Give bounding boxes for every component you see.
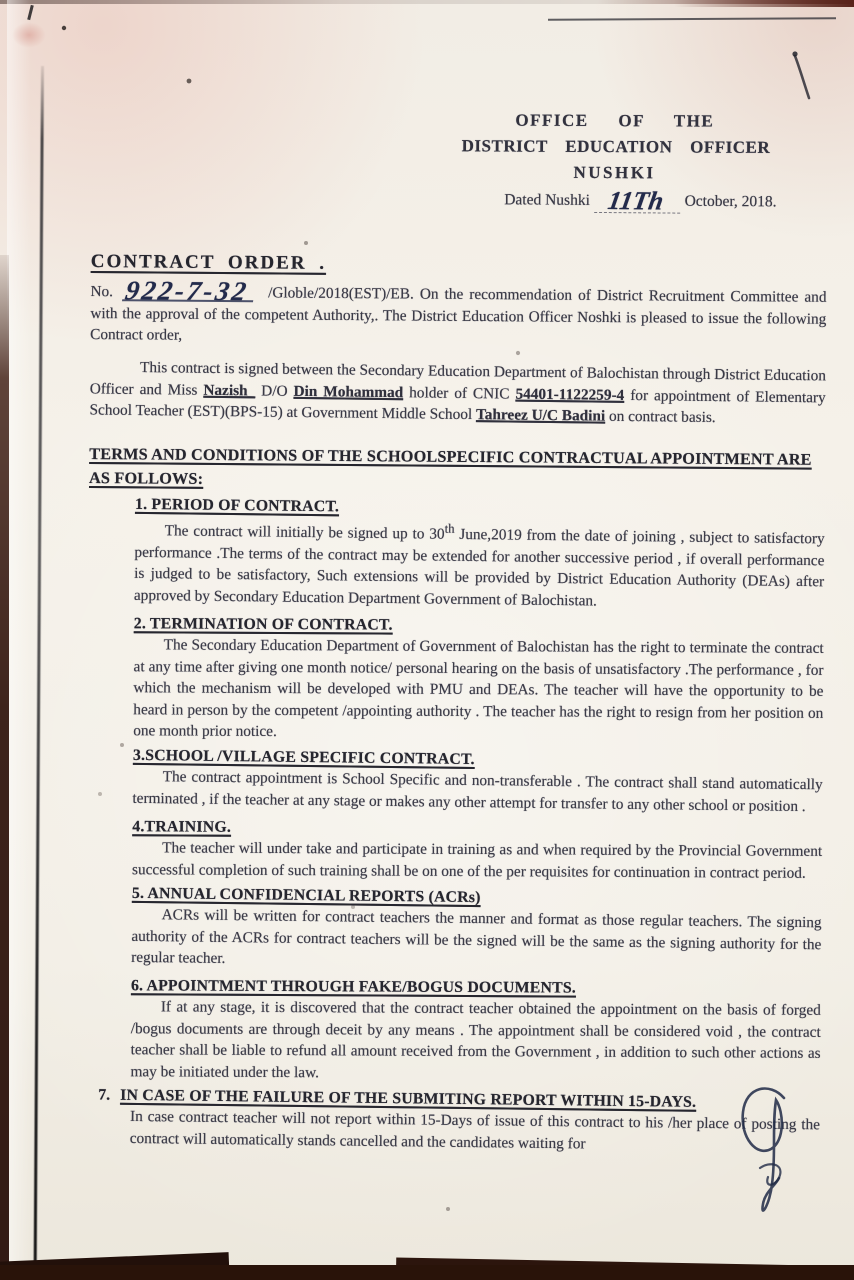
scan-top-right-edge bbox=[674, 0, 854, 7]
cnic-number: 54401-1122259-4 bbox=[515, 384, 625, 403]
pen-stroke-mark bbox=[790, 50, 820, 102]
section-annual-confidential-reports bbox=[131, 884, 822, 976]
contract-no-label: No. bbox=[90, 282, 114, 301]
school-name: Tahreez U/C Badini bbox=[475, 405, 606, 425]
handwritten-contract-number: 922-7-32 bbox=[122, 282, 256, 302]
paper-fold-line bbox=[34, 66, 44, 1280]
agreement-part-4: for appointment of Elementary School Teacher (EST)(BPS-15) at Government Middle School bbox=[89, 385, 826, 423]
father-name: Din Mohammad bbox=[293, 381, 404, 401]
agreement-paragraph bbox=[89, 356, 826, 429]
terms-and-conditions-heading: TERMS AND CONDITIONS OF THE SCHOOLSPECIFIC CONTRACTUAL APPOINTMENT ARE AS FOLLOWS: bbox=[88, 444, 812, 488]
section-fake-bogus-documents bbox=[130, 977, 821, 1086]
section-1-body-rest: June,2019 from the date of joining , subject to satisfactory performance .The terms of the contract may be extended for another successive period , if overall performance is judged to be satisfactory, Such extensions will be provided by District Education Authority (DEAs) after approved by Secondary Education Department Government of Balochistan. bbox=[133, 525, 825, 610]
section-6-heading: 6. APPOINTMENT THROUGH FAKE/BOGUS DOCUMENTS. bbox=[130, 977, 577, 997]
section-6-body: If at any stage, it is discovered that the contract teacher obtained the appointment on the basis of forged /bogus documents are through deceit by any means . The appointment shall be considered void , the contract teacher shall be liable to refund all amount received from the Government , in addition to such other actions as may be initiated under the law. bbox=[130, 998, 821, 1081]
dated-suffix: October, 2018. bbox=[684, 192, 777, 211]
letterhead-line-2: DISTRICT EDUCATION OFFICER bbox=[461, 136, 771, 157]
agreement-part-2: D/O bbox=[261, 381, 294, 399]
agreement-part-1: This contract is signed between the Secondary Education Department of Balochistan through District Education Officer and Miss bbox=[89, 358, 827, 398]
dated-line bbox=[504, 186, 827, 216]
letterhead-line-3: NUSHKI bbox=[573, 162, 656, 183]
section-1-body-text: The contract will initially be signed up to 30 bbox=[164, 522, 445, 543]
dated-label: Dated Nushki bbox=[504, 191, 590, 209]
section-4-body: The teacher will under take and participate in training as and when required by the Provincial Government successful completion of such training shall be on one of the per requisites for continuation in contract period. bbox=[132, 838, 823, 881]
section-1-body bbox=[134, 515, 825, 615]
section-7-body: In case contract teacher will not report within 15-Days of issue of this contract to his /her place of posting the contract will automatically stands cancelled and the candidates waiting for bbox=[129, 1107, 821, 1153]
section-failure-to-report bbox=[98, 1087, 821, 1158]
section-period-of-contract bbox=[134, 496, 825, 615]
scan-bottom-band bbox=[0, 1265, 854, 1280]
contract-number-paragraph bbox=[90, 275, 827, 351]
section-termination-of-contract bbox=[133, 615, 824, 745]
handwritten-date: 11Th bbox=[605, 186, 666, 216]
section-5-body: ACRs will be written for contract teachers the manner and format as those regular teachers. The signing authority of the ACRs for contract teachers will be the signed will be the same as the signing authority for the regular teacher. bbox=[131, 905, 822, 967]
contract-no-reference: /Globle/2018(EST)/EB. bbox=[268, 284, 414, 303]
ordinal-superscript: th bbox=[444, 521, 455, 536]
dated-underline bbox=[594, 186, 681, 216]
dust-specks bbox=[0, 0, 2, 2]
section-2-body: The Secondary Education Department of Government of Balochistan has the right to terminate the contract at any time after giving one month notice/ personal hearing on the basis of unsatisfactory .The performance , for which the mechanism will be developed with PMU and DEAs. The teacher will have the opportunity to be heard in person by the competent /appointing authority . The teacher has the right to resign from her position on one month prior notice. bbox=[133, 636, 824, 741]
scan-streak-line bbox=[548, 17, 836, 21]
agreement-part-5: on contract basis. bbox=[608, 407, 716, 426]
section-7-heading: IN CASE OF THE FAILURE OF THE SUBMITING REPORT WITHIN 15-DAYS. bbox=[120, 1086, 697, 1111]
document-content bbox=[84, 104, 828, 1156]
letterhead bbox=[461, 107, 771, 187]
document-title: CONTRACT ORDER . bbox=[90, 250, 327, 274]
teacher-name: Nazish_ bbox=[203, 380, 256, 399]
section-4-heading: 4.TRAINING. bbox=[132, 817, 232, 836]
section-7-number: 7. bbox=[98, 1086, 111, 1104]
section-1-heading: 1. PERIOD OF CONTRACT. bbox=[134, 495, 340, 516]
section-3-heading: 3.SCHOOL /VILLAGE SPECIFIC CONTRACT. bbox=[132, 746, 475, 768]
agreement-part-3: holder of CNIC bbox=[409, 383, 516, 402]
section-school-village-specific bbox=[132, 746, 823, 816]
contract-no-text: On the recommendation of District Recruitment Committee and with the approval of the competent Authority,. The District Education Officer Noshki is pleased to issue the following Contract order, bbox=[90, 285, 827, 344]
letterhead-line-1: OFFICE OF THE bbox=[515, 110, 715, 131]
scan-left-dark-edge bbox=[0, 255, 9, 1280]
section-2-heading: 2. TERMINATION OF CONTRACT. bbox=[133, 615, 393, 634]
corner-stain bbox=[12, 22, 46, 48]
section-training bbox=[132, 818, 822, 884]
section-5-heading: 5. ANNUAL CONFIDENCIAL REPORTS (ACRs) bbox=[131, 884, 481, 906]
section-3-body: The contract appointment is School Specific and non-transferable . The contract shall stand automatically terminated , if the teacher at any stage or makes any other attempt for transfer to any other school or position . bbox=[132, 767, 823, 815]
scan-left-paper-edge bbox=[7, 0, 31, 1280]
